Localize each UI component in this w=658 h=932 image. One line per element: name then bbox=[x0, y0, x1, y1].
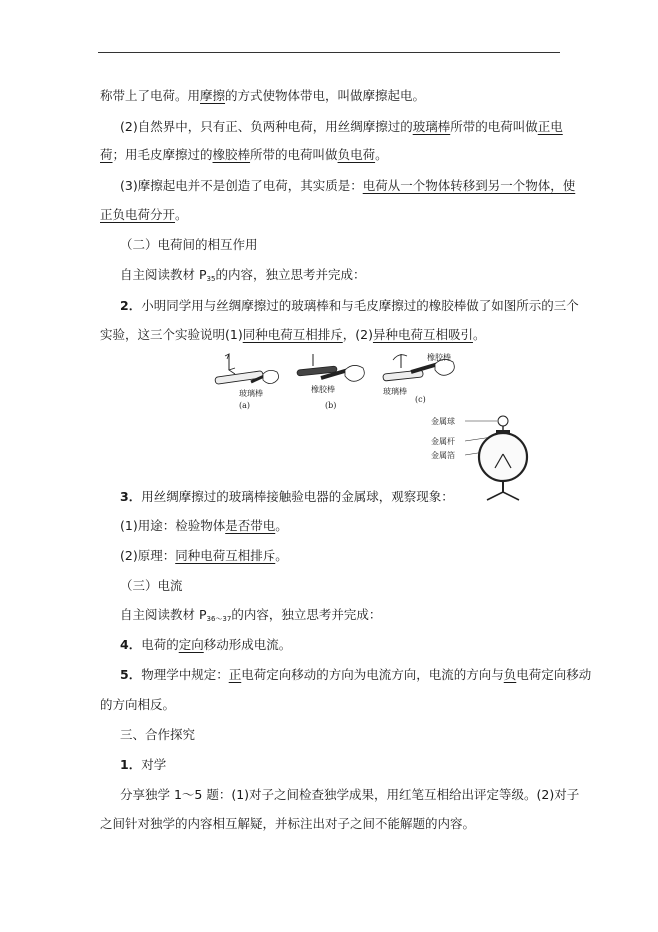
svg-text:橡胶棒: 橡胶棒 bbox=[311, 385, 335, 394]
para-line: 称带上了电荷。用摩擦的方式使物体带电，叫做摩擦起电。 bbox=[100, 88, 426, 103]
para-line: 正负电荷分开。 bbox=[100, 207, 188, 222]
section-heading: （二）电荷间的相互作用 bbox=[120, 237, 258, 252]
section-heading: 三、合作探究 bbox=[120, 727, 196, 742]
svg-text:金属球: 金属球 bbox=[431, 417, 455, 426]
svg-text:(c): (c) bbox=[415, 395, 426, 404]
question-line: 实验，这三个实验说明(1)同种电荷互相排斥，(2)异种电荷互相吸引。 bbox=[100, 327, 486, 342]
para-line: 自主阅读教材 $P_{35}$的内容，独立思考并完成： bbox=[120, 267, 366, 283]
question-line: 5．物理学中规定：正电荷定向移动的方向为电流方向，电流的方向与负电荷定向移动 bbox=[120, 667, 592, 682]
rod-experiment-figure bbox=[205, 352, 475, 414]
section-heading: （三）电流 bbox=[120, 578, 183, 593]
svg-text:橡胶棒: 橡胶棒 bbox=[427, 353, 451, 362]
para-line: (2)原理：同种电荷互相排斥。 bbox=[120, 548, 288, 563]
para-line: 自主阅读教材 $P_{36\sim 37}$的内容，独立思考并完成： bbox=[120, 607, 382, 623]
para-line: (3)摩擦起电并不是创造了电荷，其实质是：电荷从一个物体转移到另一个物体，使 bbox=[120, 178, 576, 193]
question-line: 2．小明同学用与丝绸摩擦过的玻璃棒和与毛皮摩擦过的橡胶棒做了如图所示的三个 bbox=[120, 298, 579, 313]
header-rule bbox=[98, 52, 560, 53]
svg-text:(b): (b) bbox=[325, 401, 337, 410]
para-line: (2)自然界中，只有正、负两种电荷，用丝绸摩擦过的玻璃棒所带的电荷叫做正电 bbox=[120, 119, 563, 134]
question-line: 4．电荷的定向移动形成电流。 bbox=[120, 637, 292, 652]
metal-ball bbox=[498, 416, 508, 426]
para-line: 之间针对独学的内容相互解疑，并标注出对子之间不能解题的内容。 bbox=[100, 816, 476, 831]
experiment-b bbox=[297, 354, 365, 410]
svg-text:玻璃棒: 玻璃棒 bbox=[383, 387, 407, 396]
subsection-heading: 1．对学 bbox=[120, 757, 167, 772]
experiment-c bbox=[383, 352, 455, 404]
svg-text:玻璃棒: 玻璃棒 bbox=[239, 389, 263, 398]
svg-text:金属箔: 金属箔 bbox=[431, 451, 455, 460]
svg-text:(a): (a) bbox=[239, 401, 251, 410]
svg-text:金属杆: 金属杆 bbox=[431, 437, 455, 446]
electroscope-jar bbox=[479, 433, 527, 481]
para-line: 的方向相反。 bbox=[100, 697, 176, 712]
para-line: 分享独学 1～5 题：(1)对子之间检查独学成果，用红笔互相给出评定等级。(2)对子 bbox=[120, 787, 580, 802]
para-line: (1)用途：检验物体是否带电。 bbox=[120, 518, 288, 533]
experiment-a bbox=[215, 354, 279, 410]
para-line: 荷；用毛皮摩擦过的橡胶棒所带的电荷叫做负电荷。 bbox=[100, 147, 388, 162]
question-line: 3．用丝绸摩擦过的玻璃棒接触验电器的金属球，观察现象： bbox=[120, 489, 454, 504]
